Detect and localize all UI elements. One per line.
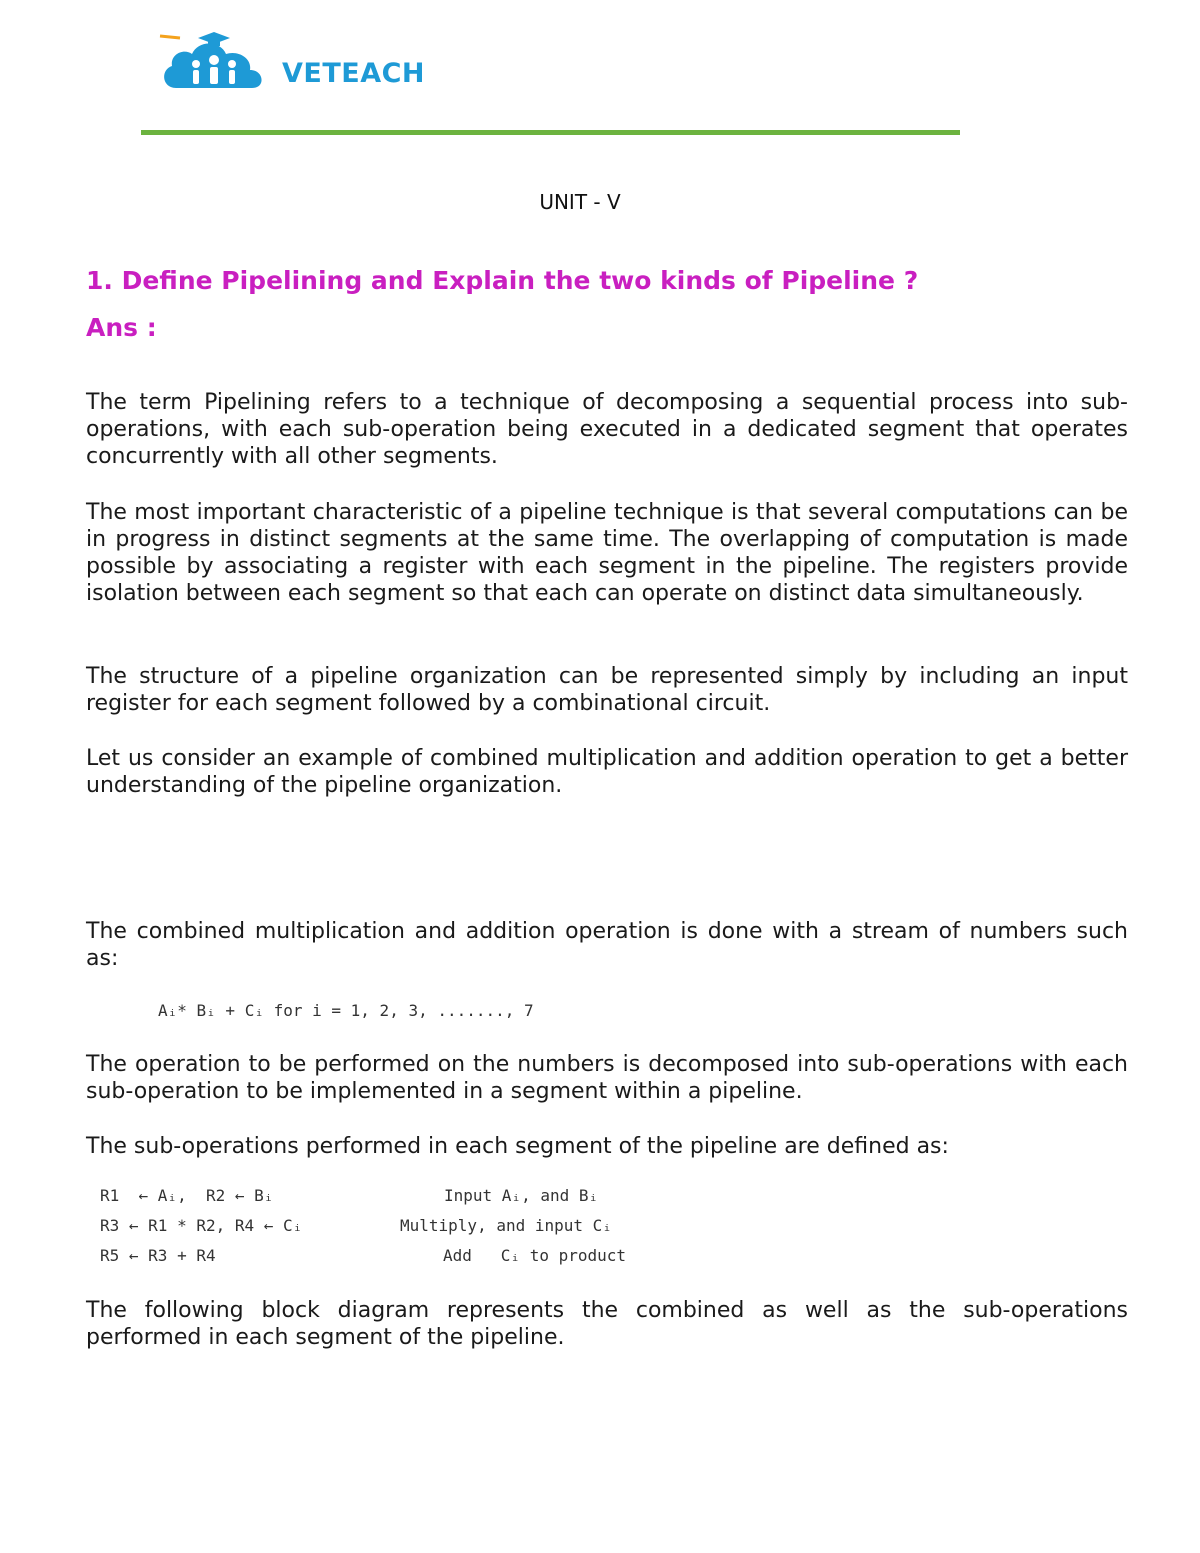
operation-description: Add Cᵢ to product xyxy=(443,1246,627,1265)
paragraph-structure: The structure of a pipeline organization can be represented simply by including an input register for each segment followed by a combinational circuit. xyxy=(86,664,1128,716)
paragraph-suboperations-intro: The sub-operations performed in each segment of the pipeline are defined as: xyxy=(86,1134,949,1159)
sub-operations-list xyxy=(100,1186,627,1276)
paragraph-decomposition: The operation to be performed on the numbers is decomposed into sub-operations with each sub-operation to be implemented in a segment within a pipeline. xyxy=(86,1052,1128,1104)
sub-operation-row xyxy=(100,1216,612,1246)
logo-cloud-icon xyxy=(158,26,278,96)
answer-label: Ans : xyxy=(86,313,157,342)
operation-description: Input Aᵢ, and Bᵢ xyxy=(444,1186,599,1205)
paragraph-stream: The combined multiplication and addition operation is done with a stream of numbers such as: xyxy=(86,919,1128,971)
formula: Aᵢ* Bᵢ + Cᵢ for i = 1, 2, 3, ......., 7 xyxy=(158,1001,534,1020)
paragraph-definition: The term Pipelining refers to a technique of decomposing a sequential process into sub-operations, with each sub-operation being executed in a dedicated segment that operates concurrently with all other segments. xyxy=(86,390,1128,469)
paragraph-characteristic: The most important characteristic of a pipeline technique is that several computations can be in progress in distinct segments at the same time. The overlapping of computation is made possible by associating a register with each segment in the pipeline. The registers provide isolation between each segment so that each can operate on distinct data simultaneously. xyxy=(86,500,1128,606)
paragraph-example: Let us consider an example of combined multiplication and addition operation to get a better understanding of the pipeline organization. xyxy=(86,746,1128,798)
veteach-logo xyxy=(158,26,458,96)
unit-title: UNIT - V xyxy=(539,190,621,214)
question-heading: 1. Define Pipelining and Explain the two kinds of Pipeline ? xyxy=(86,266,919,295)
register-transfer: R1 ← Aᵢ, R2 ← Bᵢ xyxy=(100,1186,274,1205)
sub-operation-row xyxy=(100,1246,627,1276)
operation-description: Multiply, and input Cᵢ xyxy=(400,1216,612,1235)
paragraph-block-diagram: The following block diagram represents the combined as well as the sub-operations performed in each segment of the pipeline. xyxy=(86,1298,1128,1350)
sub-operation-row xyxy=(100,1186,599,1216)
register-transfer: R5 ← R3 + R4 xyxy=(100,1246,216,1265)
logo-text: VETEACH xyxy=(282,58,426,89)
register-transfer: R3 ← R1 * R2, R4 ← Cᵢ xyxy=(100,1216,303,1235)
header-divider xyxy=(141,130,960,135)
